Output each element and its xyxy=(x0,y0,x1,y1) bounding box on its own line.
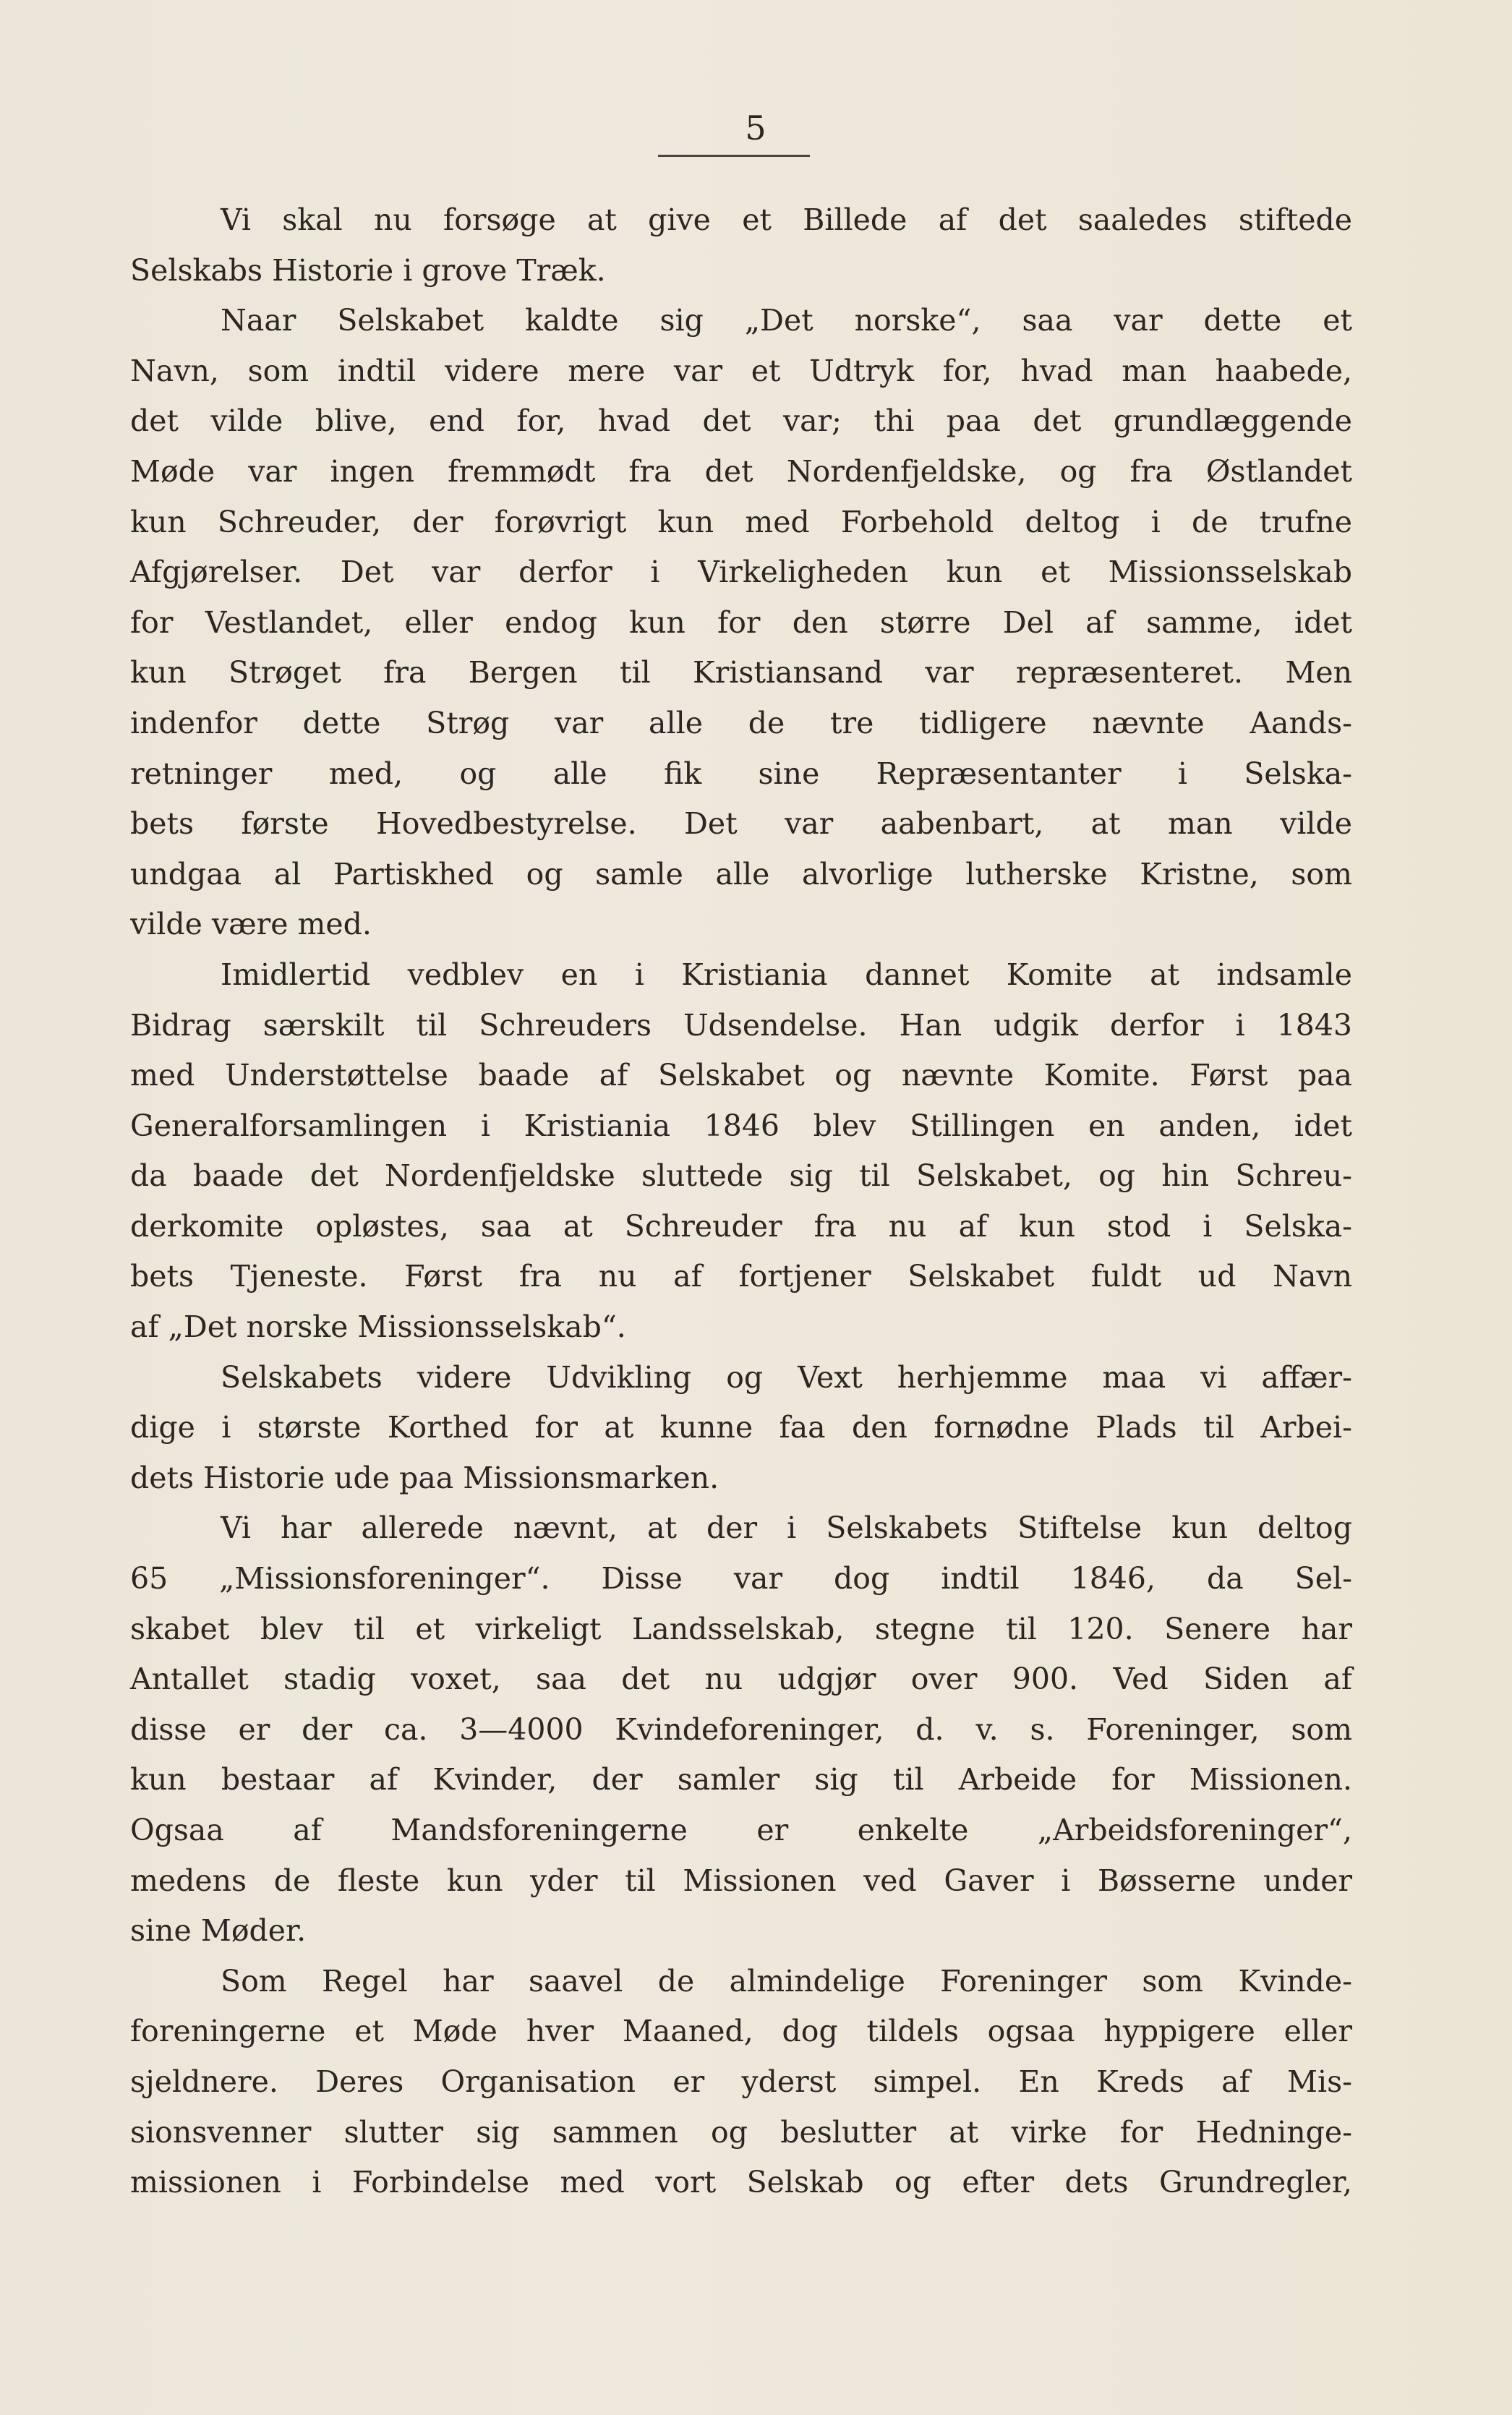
text-line: indenfor dette Strøg var alle de tre tidligere nævnte Aands- xyxy=(130,705,1352,740)
text-line: kun Schreuder, der forøvrigt kun med Forbehold deltog i de trufne xyxy=(130,504,1352,539)
text-line: Som Regel har saavel de almindelige Foreninger som Kvinde- xyxy=(221,1963,1352,1999)
text-line: for Vestlandet, eller endog kun for den større Del af samme, idet xyxy=(130,604,1352,640)
text-line: dets Historie ude paa Missionsmarken. xyxy=(130,1460,719,1495)
text-line: med Understøttelse baade af Selskabet og nævnte Komite. Først paa xyxy=(130,1058,1352,1093)
page-number: 5 xyxy=(745,108,767,148)
text-line: vilde være med. xyxy=(130,907,372,942)
text-line: Afgjørelser. Det var derfor i Virkeligheden kun et Missionsselskab xyxy=(130,555,1352,590)
text-line: Naar Selskabet kaldte sig „Det norske“, saa var dette et xyxy=(221,303,1352,338)
text-line: missionen i Forbindelse med vort Selskab og efter dets Grundregler, xyxy=(130,2165,1352,2200)
header-rule xyxy=(658,155,810,157)
text-line: Ogsaa af Mandsforeningerne er enkelte „Arbeidsforeninger“, xyxy=(130,1813,1352,1847)
text-line: 65 „Missionsforeninger“. Disse var dog indtil 1846, da Sel- xyxy=(130,1561,1352,1597)
text-line: kun bestaar af Kvinder, der samler sig til Arbeide for Missionen. xyxy=(130,1762,1352,1798)
text-line: bets første Hovedbestyrelse. Det var aabenbart, at man vilde xyxy=(130,806,1352,842)
text-line: medens de fleste kun yder til Missionen ved Gaver i Bøsserne under xyxy=(130,1863,1352,1898)
text-line: Vi skal nu forsøge at give et Billede af det saaledes stiftede xyxy=(221,202,1352,237)
text-line: det vilde blive, end for, hvad det var; thi paa det grundlæggende xyxy=(130,403,1352,439)
text-line: Navn, som indtil videre mere var et Udtryk for, hvad man haabede, xyxy=(130,353,1352,388)
text-line: bets Tjeneste. Først fra nu af fortjener Selskabet fuldt ud Navn xyxy=(130,1259,1352,1294)
text-line: sjeldnere. Deres Organisation er yderst simpel. En Kreds af Mis- xyxy=(130,2064,1352,2099)
text-line: da baade det Nordenfjeldske sluttede sig til Selskabet, og hin Schreu- xyxy=(130,1158,1352,1194)
text-line: foreningerne et Møde hver Maaned, dog tildels ogsaa hyppigere eller xyxy=(130,2014,1352,2049)
text-line: Selskabets videre Udvikling og Vext herhjemme maa vi affær- xyxy=(221,1359,1352,1395)
text-line: skabet blev til et virkeligt Landsselskab, stegne til 120. Senere har xyxy=(130,1611,1352,1646)
text-line: Selskabs Historie i grove Træk. xyxy=(130,252,606,288)
text-line: undgaa al Partiskhed og samle alle alvorlige lutherske Kristne, som xyxy=(130,856,1352,892)
text-line: retninger med, og alle fik sine Repræsentanter i Selska- xyxy=(130,756,1352,791)
body-text xyxy=(130,195,1352,2208)
text-line: kun Strøget fra Bergen til Kristiansand var repræsenteret. Men xyxy=(130,655,1352,691)
text-line: af „Det norske Missionsselskab“. xyxy=(130,1309,626,1345)
text-line: Møde var ingen fremmødt fra det Nordenfjeldske, og fra Østlandet xyxy=(130,453,1352,489)
text-line: sionsvenner slutter sig sammen og beslutter at virke for Hedninge- xyxy=(130,2114,1352,2150)
text-line: derkomite opløstes, saa at Schreuder fra nu af kun stod i Selska- xyxy=(130,1208,1352,1244)
text-line: Bidrag særskilt til Schreuders Udsendelse. Han udgik derfor i 1843 xyxy=(130,1007,1352,1043)
text-line: Vi har allerede nævnt, at der i Selskabets Stiftelse kun deltog xyxy=(221,1510,1352,1546)
text-line: Imidlertid vedblev en i Kristiania dannet Komite at indsamle xyxy=(221,957,1352,992)
text-line: Generalforsamlingen i Kristiania 1846 blev Stillingen en anden, idet xyxy=(130,1108,1352,1143)
text-line: sine Møder. xyxy=(130,1913,307,1949)
text-line: Antallet stadig voxet, saa det nu udgjør over 900. Ved Siden af xyxy=(130,1662,1352,1697)
text-line: dige i største Korthed for at kunne faa den fornødne Plads til Arbei- xyxy=(130,1410,1352,1445)
text-line: disse er der ca. 3—4000 Kvindeforeninger, d. v. s. Foreninger, som xyxy=(130,1711,1352,1747)
